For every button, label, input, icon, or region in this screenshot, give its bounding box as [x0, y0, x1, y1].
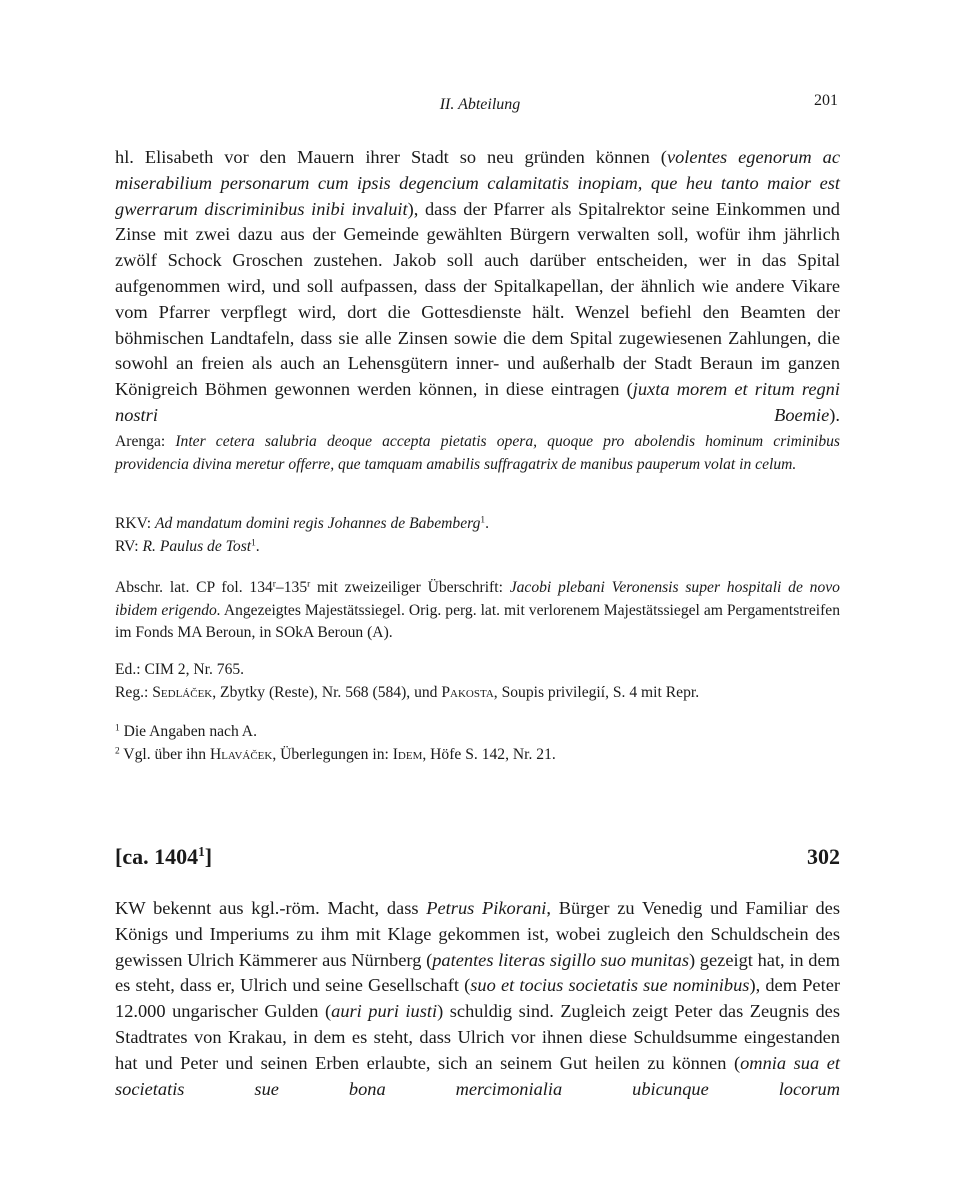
latin-quote: juxta morem et ritum regni nostri Boemie: [115, 379, 840, 425]
footnote: [115, 744, 840, 767]
transmission-note: [115, 577, 840, 645]
entry-heading: [115, 844, 840, 874]
footnote-number: 2: [115, 745, 120, 756]
author-name: Hlaváček: [209, 745, 273, 763]
footnotes: [115, 721, 840, 766]
text-span: , Höfe S. 142, Nr. 21.: [422, 745, 556, 763]
text-span: mit zweizeiliger Überschrift:: [310, 579, 510, 596]
arenga-text: Inter cetera salubria deoque accepta pietatis opera, quoque pro abolendis hominum criminibus providencia divina meretur offerre, que tamquam amabilis suffragatrix de manibus pauperum volat in celum.: [115, 433, 840, 473]
text-span: ) schuldig sind. Zugleich zeigt Peter das Zeugnis des Stadtrates von Krakau, in dem es steht, dass Ulrich vor ihnen diese Schuldsumme eingestanden hat und Peter und seinen Erben erlaubte, sich an seinem Gut heilen zu können (: [115, 1001, 840, 1073]
text-span: Vgl. über ihn: [119, 745, 210, 763]
author-name: Pakosta: [441, 683, 494, 701]
text-span: Abschr. lat. CP fol. 134: [115, 579, 273, 596]
body-paragraph-2: [115, 896, 840, 1102]
running-title: II. Abteilung: [439, 96, 521, 113]
footnote-ref: 1: [251, 537, 256, 548]
superscript: r: [272, 579, 276, 590]
text-span: .: [485, 515, 489, 532]
rkv-line: [115, 513, 840, 536]
text-span: Reg.:: [115, 683, 153, 701]
editions-note: [115, 659, 840, 704]
rv-line: [115, 536, 840, 559]
latin-quote: patentes literas sigillo suo munitas: [432, 949, 689, 970]
footnote-ref: 1: [198, 844, 205, 860]
text-span: –135: [275, 579, 308, 596]
edition-line: Ed.: CIM 2, Nr. 765.: [115, 661, 245, 678]
rv-label: RV:: [115, 537, 143, 555]
text-span: ), dem Peter 12.000 ungarischer Gulden (: [115, 975, 840, 1022]
text-span: ), dass der Pfarrer als Spitalrektor seine Einkommen und Zinse mit zwei dazu aus der Gemeinde gewählten Bürgern verwalten soll, wofür ihm jährlich zwölf Schock Groschen zustehen. Jakob soll auch darüber entscheiden, wer in das Spital aufgenommen wird, und soll aufpassen, dass der Spitalkapellan, der ähnlich wie andere Vikare vom Pfarrer verpflegt wird, dort die Gottesdienste hält. Wenzel befiehl den Beamten der böhmischen Landtafeln, dass sie alle Zinsen sowie die dem Spital zugewiesenen Zahlungen, die sowohl an freien als auch an Lehensgütern inner- und außerhalb der Stadt Beraun im ganzen Königreich Böhmen gewonnen werden können, in diese eintragen (: [115, 198, 841, 400]
superscript: r: [307, 579, 311, 590]
text-span: ) gezeigt hat, in dem es steht, dass er, Ulrich und seine Gesellschaft (: [115, 949, 840, 996]
latin-quote: omnia sua et societatis sue bona mercimonialia ubicunque locorum: [115, 1052, 840, 1099]
page-number: 201: [814, 92, 838, 109]
latin-quote: Jacobi plebani Veronensis super hospitali de novo ibidem erigendo.: [115, 579, 840, 619]
footnote-ref: 1: [480, 515, 486, 526]
text-span: hl. Elisabeth vor den Mauern ihrer Stadt so neu gründen können (: [115, 147, 667, 167]
latin-quote: suo et tocius societatis sue nominibus: [470, 975, 750, 996]
latin-quote: Petrus Pikorani: [426, 898, 547, 918]
latin-quote: auri puri iusti: [331, 1001, 438, 1022]
text-span: .: [255, 537, 260, 555]
text-span: KW bekennt aus kgl.-röm. Macht, dass: [115, 898, 427, 918]
text-span: ]: [204, 844, 213, 869]
latin-quote: volentes egenorum ac miserabilium personarum cum ipsis degencium calamitatis inopiam, que heu tanto maior est gwerrarum discriminibus inibi invaluit: [115, 147, 840, 219]
arenga-label: Arenga:: [115, 433, 176, 450]
author-name: Sedláček: [152, 683, 213, 701]
text-span: , Zbytky (Reste), Nr. 568 (584), und: [212, 683, 442, 701]
text-span: [ca. 1404: [115, 844, 199, 869]
footnote: [115, 721, 840, 744]
text-span: , Bürger zu Venedig und Familiar des Königs und Imperiums zu ihm mit Klage gekommen ist, wobei zugleich den Schuldschein des gewissen Ulrich Kämmerer aus Nürnberg (: [115, 898, 840, 970]
entry-date: [115, 844, 212, 870]
rv-text: R. Paulus de Tost: [142, 537, 252, 555]
running-head: [0, 92, 960, 116]
rkv-text: Ad mandatum domini regis Johannes de Babemberg: [155, 515, 481, 532]
body-paragraph-1: [115, 145, 840, 429]
footnote-number: 1: [115, 723, 120, 734]
arenga: [115, 431, 840, 476]
entry-number: 302: [807, 844, 840, 869]
regest-line: [115, 682, 840, 705]
text-span: Angezeigtes Majestätssiegel. Orig. perg. lat. mit verlorenem Majestätssiegel am Pergamentstreifen im Fonds MA Beroun, in SOkA Beroun (A).: [115, 601, 840, 641]
text-span: ).: [829, 404, 840, 425]
rkv-label: RKV:: [115, 515, 155, 532]
text-span: , Überlegungen in:: [272, 745, 393, 763]
author-name: Idem: [392, 745, 423, 763]
footnote-text: Die Angaben nach A.: [119, 723, 257, 740]
chancery-notes: [115, 513, 840, 558]
text-span: , Soupis privilegií, S. 4 mit Repr.: [493, 683, 700, 701]
